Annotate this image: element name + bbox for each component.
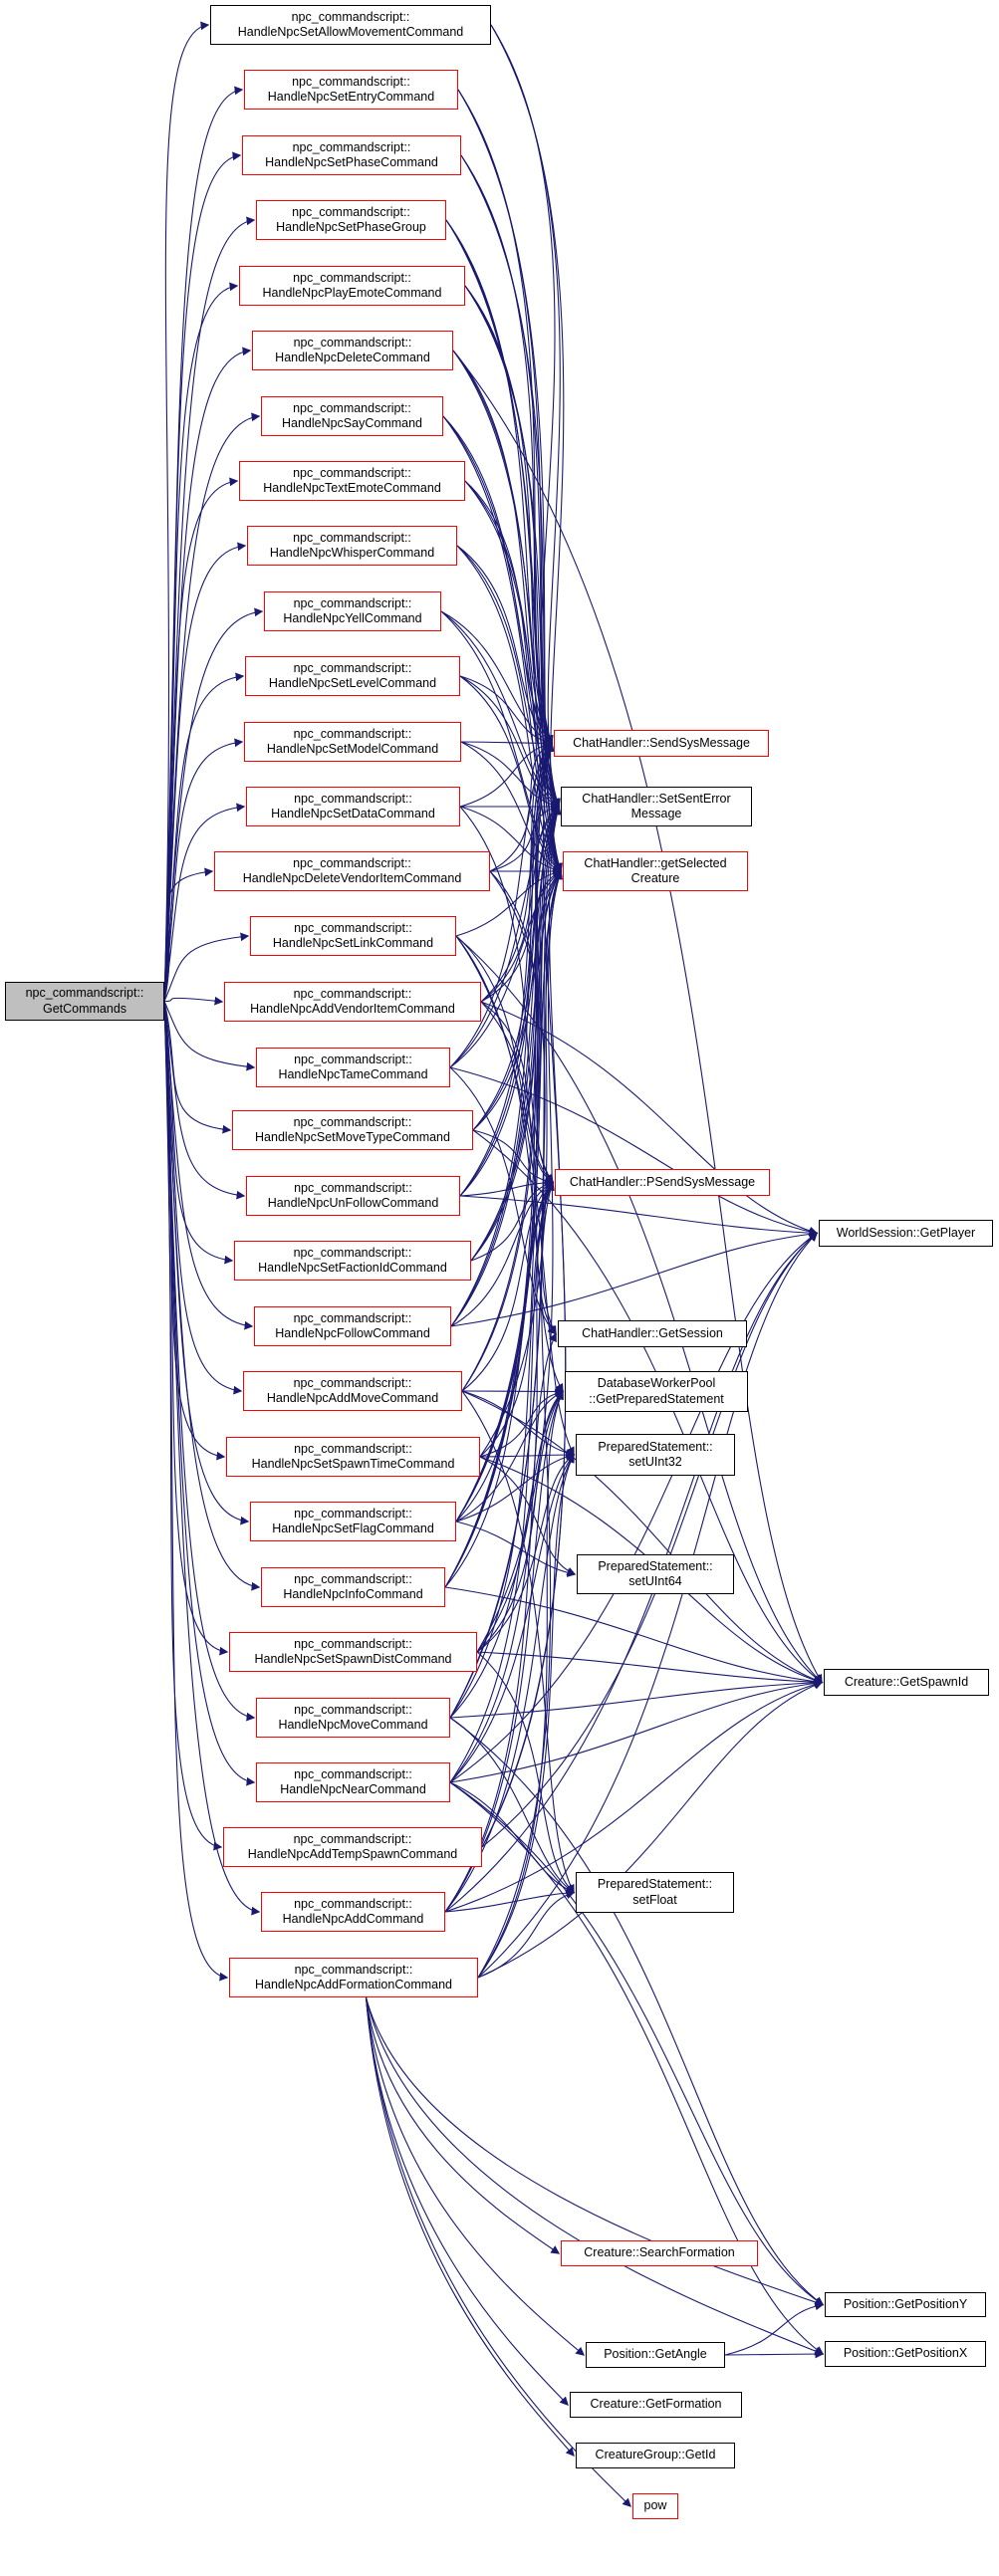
node-label: npc_commandscript::: [25, 986, 144, 1000]
node-label: npc_commandscript::: [293, 335, 412, 350]
node-label: npc_commandscript::: [293, 986, 412, 1001]
node-label: PreparedStatement::: [597, 1877, 713, 1891]
node-label: pow: [643, 2498, 667, 2513]
node-label: npc_commandscript::: [294, 791, 412, 806]
node-label: HandleNpcDeleteCommand: [275, 351, 430, 364]
node-label: ChatHandler::PSendSysMessage: [569, 1174, 756, 1189]
node-label: npc_commandscript::: [294, 1506, 412, 1521]
node-SetLink[interactable]: [250, 916, 456, 956]
node-AddFormation[interactable]: [229, 1958, 478, 1997]
node-label: Message: [630, 807, 682, 820]
node-label: HandleNpcAddTempSpawnCommand: [247, 1847, 458, 1861]
node-label: WorldSession::GetPlayer: [836, 1225, 976, 1240]
node-label: setFloat: [632, 1892, 677, 1907]
node-Whisper[interactable]: [247, 526, 457, 566]
node-label: npc_commandscript::: [294, 1962, 413, 1977]
node-label: npc_commandscript::: [293, 1375, 412, 1390]
node-Pow[interactable]: [632, 2493, 678, 2519]
node-SetFlag[interactable]: [250, 1502, 456, 1541]
node-label: ChatHandler::SendSysMessage: [573, 735, 750, 750]
node-GetSession[interactable]: [558, 1320, 747, 1347]
node-label: npc_commandscript::: [293, 270, 411, 285]
node-SendSysMessage[interactable]: [554, 730, 769, 757]
node-PlayEmote[interactable]: [239, 266, 465, 306]
node-label: HandleNpcAddVendorItemCommand: [250, 1002, 455, 1016]
node-label: HandleNpcSetMoveTypeCommand: [255, 1130, 450, 1144]
node-GetSpawnId[interactable]: [824, 1669, 989, 1696]
node-GetFormation[interactable]: [570, 2392, 742, 2418]
node-label: HandleNpcMoveCommand: [278, 1718, 428, 1732]
node-label: HandleNpcNearCommand: [280, 1782, 426, 1796]
node-label: Position::GetAngle: [604, 2347, 707, 2362]
node-label: HandleNpcSetFactionIdCommand: [258, 1261, 447, 1275]
node-label: HandleNpcSetEntryCommand: [267, 90, 435, 104]
node-GetPlayer[interactable]: [819, 1220, 993, 1247]
node-AddMove[interactable]: [243, 1371, 462, 1411]
node-label: npc_commandscript::: [294, 1180, 412, 1195]
node-label: Creature: [630, 871, 680, 885]
node-label: HandleNpcPlayEmoteCommand: [262, 286, 442, 300]
node-GetAngle[interactable]: [586, 2342, 725, 2368]
node-AddVendorItem[interactable]: [224, 982, 481, 1022]
node-label: npc_commandscript::: [291, 9, 410, 24]
node-label: HandleNpcSetModelCommand: [266, 742, 439, 756]
node-label: ::GetPreparedStatement: [589, 1391, 724, 1406]
node-label: HandleNpcTextEmoteCommand: [263, 481, 441, 495]
node-PSendSysMessage[interactable]: [555, 1169, 770, 1196]
node-label: CreatureGroup::GetId: [595, 2448, 716, 2462]
node-GetPreparedStatement[interactable]: [565, 1371, 748, 1412]
node-label: HandleNpcDeleteVendorItemCommand: [242, 871, 462, 885]
node-label: HandleNpcWhisperCommand: [269, 546, 435, 560]
node-label: HandleNpcSetPhaseCommand: [265, 155, 438, 169]
node-label: Position::GetPositionY: [843, 2296, 968, 2311]
node-GetCommands: [5, 982, 164, 1021]
node-GetGroupId[interactable]: [576, 2443, 735, 2468]
node-label: ChatHandler::GetSession: [582, 1325, 723, 1340]
node-label: HandleNpcSetLinkCommand: [272, 936, 434, 950]
node-SetSpawnTime[interactable]: [226, 1437, 480, 1477]
node-label: HandleNpcSetPhaseGroup: [276, 220, 426, 234]
node-label: ChatHandler::getSelected: [584, 855, 727, 870]
node-label: npc_commandscript::: [293, 726, 412, 741]
node-label: npc_commandscript::: [294, 1766, 412, 1781]
node-label: npc_commandscript::: [293, 1245, 412, 1260]
node-SetData[interactable]: [246, 787, 460, 826]
node-SetEntry[interactable]: [244, 70, 458, 110]
node-label: ChatHandler::SetSentError: [582, 791, 731, 806]
node-SetPhaseGroup[interactable]: [256, 200, 446, 240]
node-label: HandleNpcSetDataCommand: [271, 807, 435, 820]
node-label: npc_commandscript::: [293, 465, 411, 480]
node-label: npc_commandscript::: [293, 855, 411, 870]
node-label: HandleNpcSetLevelCommand: [268, 676, 437, 690]
node-label: npc_commandscript::: [293, 1831, 412, 1846]
node-label: npc_commandscript::: [294, 1052, 412, 1066]
node-label: HandleNpcSetAllowMovementCommand: [237, 25, 464, 39]
node-UnFollow[interactable]: [246, 1176, 460, 1216]
node-SetPhase[interactable]: [242, 135, 461, 175]
node-label: npc_commandscript::: [292, 204, 410, 219]
node-label: npc_commandscript::: [294, 1441, 412, 1456]
node-label: setUInt32: [628, 1455, 682, 1469]
node-label: npc_commandscript::: [294, 920, 412, 935]
node-label: npc_commandscript::: [293, 595, 412, 610]
node-SetFactionId[interactable]: [234, 1241, 471, 1281]
node-label: PreparedStatement::: [598, 1558, 713, 1573]
node-SearchFormation[interactable]: [561, 2240, 758, 2266]
node-Delete[interactable]: [252, 331, 453, 370]
node-label: HandleNpcUnFollowCommand: [267, 1196, 439, 1210]
node-label: npc_commandscript::: [293, 530, 411, 545]
node-label: npc_commandscript::: [294, 1896, 412, 1911]
node-SetUInt32[interactable]: [576, 1434, 735, 1476]
node-label: HandleNpcSetSpawnTimeCommand: [251, 1457, 455, 1471]
node-label: HandleNpcSetFlagCommand: [272, 1522, 434, 1535]
node-GetPositionY[interactable]: [825, 2292, 986, 2317]
node-label: Creature::GetSpawnId: [844, 1674, 969, 1689]
node-label: npc_commandscript::: [292, 74, 410, 89]
node-AddTempSpawn[interactable]: [223, 1827, 482, 1867]
node-label: HandleNpcFollowCommand: [275, 1326, 430, 1340]
node-label: setUInt64: [628, 1574, 682, 1588]
node-SetAllowMovement[interactable]: [210, 5, 491, 45]
node-label: npc_commandscript::: [294, 1702, 412, 1717]
node-SetSpawnDist[interactable]: [229, 1632, 477, 1672]
node-label: npc_commandscript::: [293, 1310, 412, 1325]
node-label: Creature::SearchFormation: [584, 2245, 735, 2260]
node-label: npc_commandscript::: [293, 1114, 412, 1129]
node-Near[interactable]: [256, 1762, 450, 1802]
node-Info[interactable]: [261, 1567, 445, 1607]
node-label: HandleNpcAddCommand: [282, 1912, 424, 1926]
node-label: npc_commandscript::: [292, 139, 411, 154]
node-Tame[interactable]: [256, 1048, 450, 1087]
node-label: HandleNpcAddFormationCommand: [254, 1978, 452, 1991]
node-label: npc_commandscript::: [293, 660, 412, 675]
node-label: DatabaseWorkerPool: [597, 1376, 716, 1390]
node-TextEmote[interactable]: [239, 461, 465, 501]
node-Move[interactable]: [256, 1698, 450, 1738]
node-SetModel[interactable]: [244, 722, 461, 762]
node-SetUInt64[interactable]: [577, 1554, 734, 1594]
node-label: Position::GetPositionX: [843, 2346, 968, 2361]
node-SetMoveType[interactable]: [232, 1110, 473, 1150]
node-GetSelectedCreature[interactable]: [563, 851, 748, 891]
node-label: npc_commandscript::: [294, 1636, 412, 1651]
node-label: npc_commandscript::: [294, 1571, 412, 1586]
node-label: HandleNpcTameCommand: [278, 1067, 428, 1081]
node-SetFloat[interactable]: [576, 1872, 734, 1913]
node-label: HandleNpcInfoCommand: [283, 1587, 423, 1601]
node-Add[interactable]: [261, 1892, 445, 1932]
node-label: HandleNpcAddMoveCommand: [266, 1391, 439, 1405]
node-SetLevel[interactable]: [245, 656, 460, 696]
node-label: GetCommands: [42, 1001, 127, 1016]
node-GetPositionX[interactable]: [825, 2341, 986, 2367]
node-label: HandleNpcYellCommand: [283, 611, 422, 625]
node-label: npc_commandscript::: [293, 400, 411, 415]
node-label: PreparedStatement::: [598, 1439, 713, 1454]
node-Follow[interactable]: [254, 1306, 451, 1346]
node-label: HandleNpcSayCommand: [281, 416, 423, 430]
node-label: Creature::GetFormation: [590, 2397, 722, 2412]
node-DeleteVendorItem[interactable]: [214, 851, 490, 891]
node-Say[interactable]: [261, 396, 443, 436]
node-SetSentErrorMessage[interactable]: [561, 787, 752, 826]
node-Yell[interactable]: [264, 591, 441, 631]
node-label: HandleNpcSetSpawnDistCommand: [254, 1652, 452, 1666]
